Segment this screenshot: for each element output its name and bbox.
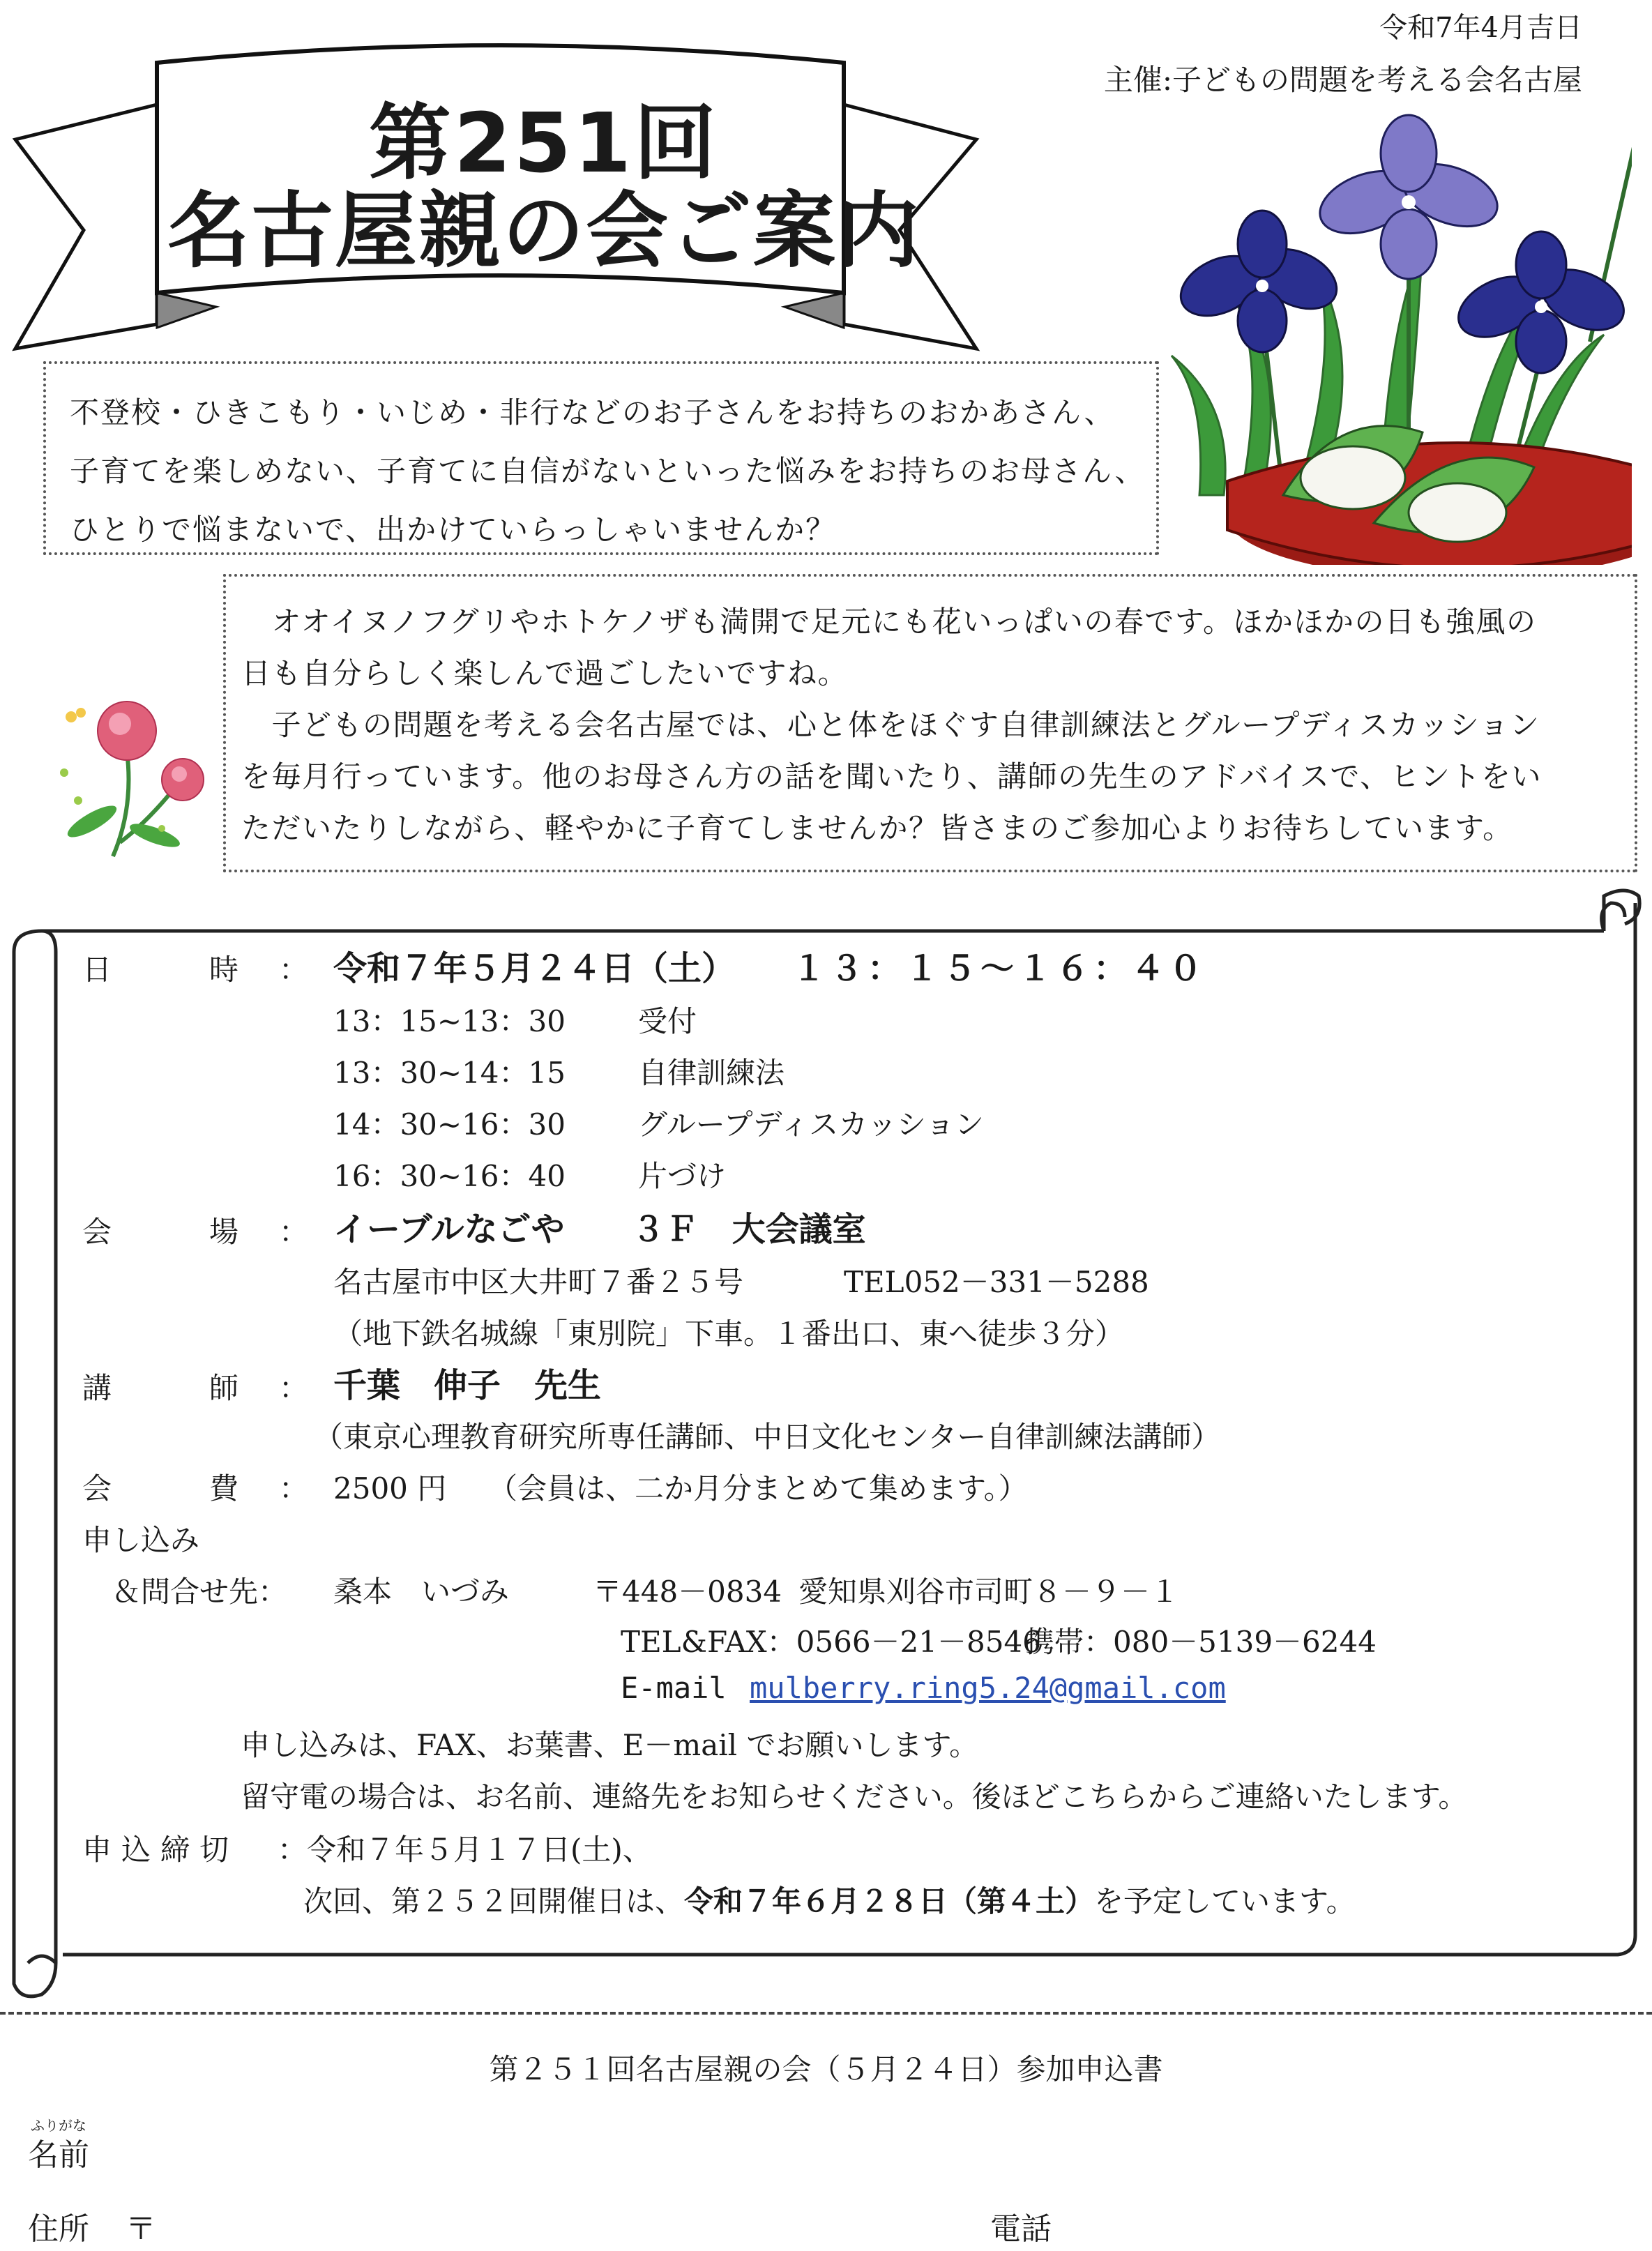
lecturer-label-a: 講 xyxy=(82,1371,112,1405)
schedule-item: グループディスカッション xyxy=(638,1107,985,1142)
address-field-label: 住所 xyxy=(28,2211,89,2247)
contact-note-1: 申し込みは、FAX、お葉書、E－mail でお願いします。 xyxy=(241,1728,979,1762)
contact-label-2: ＆問合せ先： xyxy=(112,1575,288,1609)
contact-telfax: TEL&FAX：0566－21－8546 xyxy=(621,1625,1041,1659)
carnation-illustration xyxy=(50,689,218,863)
spring-line: オオイヌノフグリやホトケノザも満開で足元にも花いっぱいの春です。ほかほかの日も強風の xyxy=(241,605,1537,639)
organizer: 主催:子どもの問題を考える会名古屋 xyxy=(1103,63,1582,97)
postal-mark: 〒 xyxy=(126,2211,156,2247)
next-meeting-post: を予定しています。 xyxy=(1094,1884,1356,1918)
event-date: 令和７年５月２４日（土） xyxy=(333,949,736,988)
schedule-time: 14：30~16：30 xyxy=(333,1107,566,1142)
next-meeting-pre: 次回、第２５２回開催日は、 xyxy=(303,1884,685,1918)
banner-title-line1: 第251回 xyxy=(368,95,720,191)
spring-message-box xyxy=(223,574,1637,872)
fee-label-a: 会 xyxy=(82,1471,112,1506)
venue-label-a: 会 xyxy=(82,1215,112,1249)
iris-illustration xyxy=(1158,105,1632,565)
contact-label-1: 申し込み xyxy=(82,1523,200,1557)
venue-tel: TEL052－331－5288 xyxy=(844,1265,1149,1299)
next-meeting xyxy=(303,1879,1356,1920)
deadline-value: ：令和７年５月１７日(土)、 xyxy=(278,1833,652,1867)
schedule-item: 受付 xyxy=(638,1004,697,1038)
spring-line: を毎月行っています。他のお母さん方の話を聞いたり、講師の先生のアドバイスで、ヒントをい xyxy=(241,759,1543,794)
venue-label-b: 場 xyxy=(209,1215,239,1249)
intro-message-box xyxy=(43,361,1159,555)
name-field-label: 名前 xyxy=(28,2137,89,2173)
schedule-item: 片づけ xyxy=(638,1159,727,1193)
issue-date: 令和7年4月吉日 xyxy=(1379,12,1582,44)
schedule-time: 16：30~16：40 xyxy=(333,1159,566,1193)
deadline-label: 申込締切 xyxy=(82,1833,239,1867)
datetime-label-a: 日 xyxy=(82,953,112,987)
cut-line xyxy=(0,2012,1652,2015)
lecturer-colon: ： xyxy=(279,1371,309,1405)
event-time: １３：１５〜１６：４０ xyxy=(792,949,1207,988)
spring-line: ただいたりしながら、軽やかに子育てしませんか？皆さまのご参加心よりお待ちしています。 xyxy=(241,811,1513,845)
schedule-item: 自律訓練法 xyxy=(638,1056,785,1090)
spring-line: 日も自分らしく楽しんで過ごしたいですね。 xyxy=(241,656,849,690)
email-link[interactable]: mulberry.ring5.24@gmail.com xyxy=(750,1671,1226,1705)
banner-title-line2: 名古屋親の会ご案内 xyxy=(167,183,920,279)
contact-name: 桑本 いづみ xyxy=(333,1575,510,1609)
contact-postal: 〒448－0834 xyxy=(593,1575,782,1609)
intro-line: 子育てを楽しめない、子育てに自信がないといった悩みをお持ちのお母さん、 xyxy=(70,454,1146,488)
intro-line: 不登校・ひきこもり・いじめ・非行などのお子さんをお持ちのおかあさん、 xyxy=(70,395,1115,430)
lecturer-label-b: 師 xyxy=(209,1371,239,1405)
datetime-label-b: 時 xyxy=(209,953,239,987)
furigana-label: ふりがな xyxy=(31,2117,86,2134)
schedule-time: 13：15~13：30 xyxy=(333,1004,566,1038)
spring-line: 子どもの問題を考える会名古屋では、心と体をほぐす自律訓練法とグループディスカッション xyxy=(241,708,1540,742)
datetime-colon: ： xyxy=(279,953,309,987)
email-label: E-mail xyxy=(621,1671,727,1705)
fee-colon: ： xyxy=(279,1471,309,1506)
venue-name: イーブルなごや ３Ｆ 大会議室 xyxy=(333,1210,866,1249)
fee-amount: 2500 円 xyxy=(333,1471,447,1506)
intro-line: ひとりで悩まないで、出かけていらっしゃいませんか？ xyxy=(70,513,837,547)
next-meeting-date: 令和７年６月２８日（第４土） xyxy=(684,1884,1095,1918)
venue-address: 名古屋市中区大井町７番２５号 xyxy=(333,1265,744,1299)
contact-mobile: 携帯：080－5139－6244 xyxy=(1025,1625,1377,1659)
venue-colon: ： xyxy=(279,1215,309,1249)
lecturer-title: （東京心理教育研究所専任講師、中日文化センター自律訓練法講師） xyxy=(314,1420,1221,1454)
contact-address: 愛知県刈谷市司町８－９－１ xyxy=(798,1575,1180,1609)
contact-note-2: 留守電の場合は、お名前、連絡先をお知らせください。後ほどこちらからご連絡いたします。 xyxy=(241,1780,1468,1814)
venue-access: （地下鉄名城線「東別院」下車。１番出口、東へ徒歩３分） xyxy=(333,1317,1125,1351)
fee-note: （会員は、二か月分まとめて集めます。） xyxy=(488,1471,1028,1506)
schedule-time: 13：30~14：15 xyxy=(333,1056,566,1090)
application-form-title: 第２５１回名古屋親の会（５月２４日）参加申込書 xyxy=(489,2052,1163,2086)
fee-label-b: 費 xyxy=(209,1471,239,1506)
phone-field-label: 電話 xyxy=(990,2211,1052,2247)
lecturer-name: 千葉 伸子 先生 xyxy=(333,1366,602,1405)
